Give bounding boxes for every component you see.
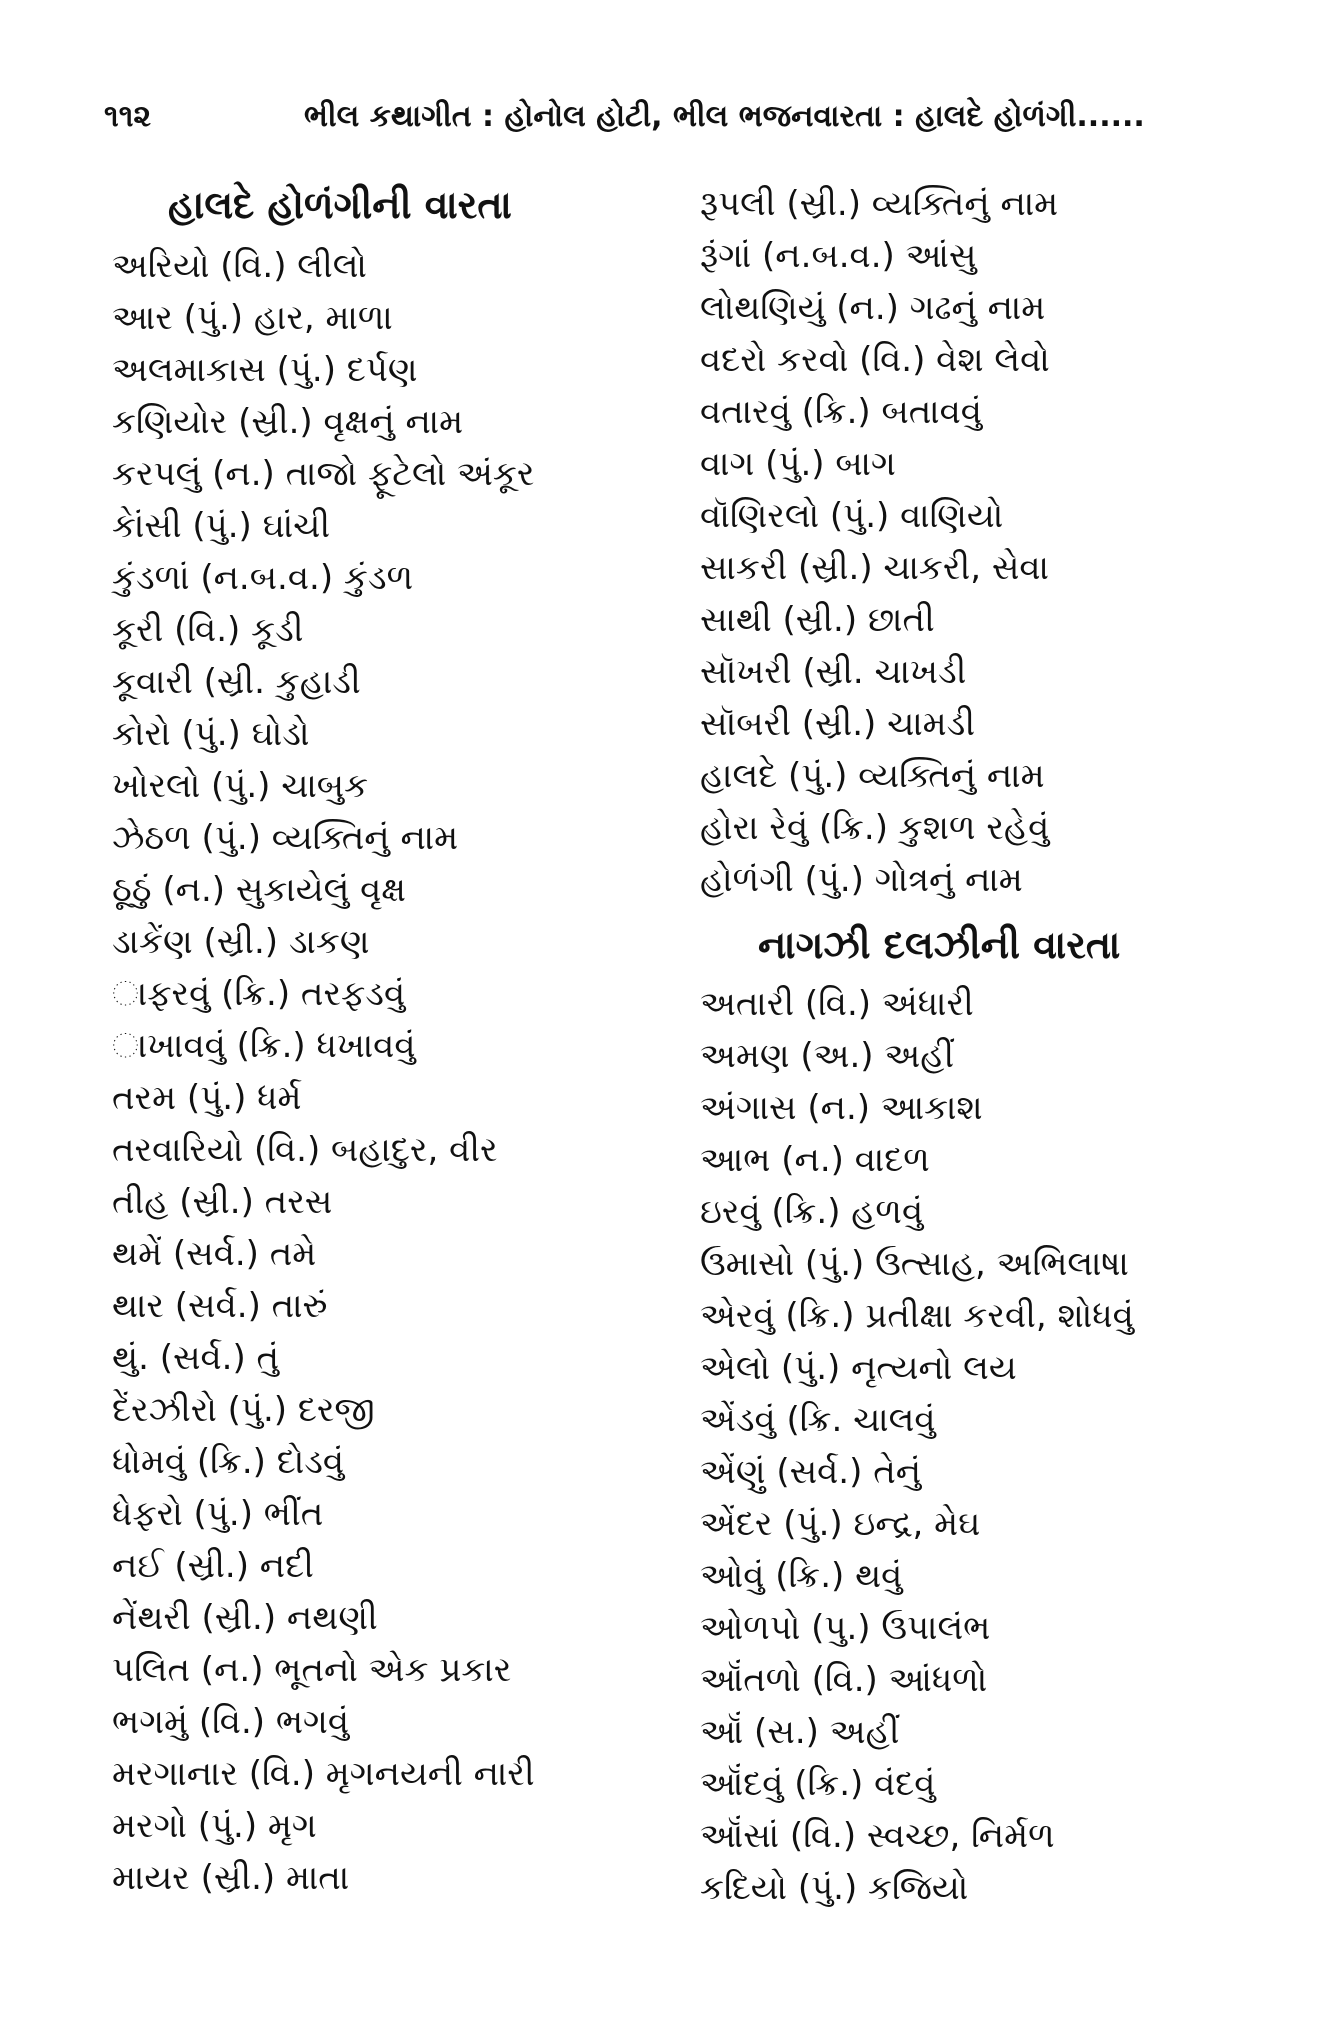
glossary-entry: પલિત (ન.) ભૂતનો એક પ્રકાર [112,1650,512,1690]
glossary-entry: નેંથરી (સ્રી.) નથણી [112,1598,378,1638]
glossary-entry: કરપલું (ન.) તાજો ફૂટેલો અંકૂર [112,454,535,494]
glossary-entry: વદરો કરવો (વિ.) વેશ લેવો [700,340,1050,380]
page-number: ૧૧૨ [104,99,152,134]
glossary-entry: અંગાસ (ન.) આકાશ [700,1088,983,1128]
glossary-entry: દેંરઝીરો (પું.) દરજી [112,1390,375,1430]
glossary-entry: સૉખરી (સ્રી. ચાખડી [700,652,967,692]
section-heading-nagjhi-daljhi: નાગઝી દલઝીની વારતા [758,923,1121,967]
glossary-entry: ભગમું (વિ.) ભગવું [112,1702,350,1742]
glossary-entry: ઑં (સ.) અહીં [700,1712,900,1752]
glossary-entry: કુંડળાં (ન.બ.વ.) કુંડળ [112,558,414,598]
glossary-entry: ધેફરો (પું.) ભીંત [112,1494,324,1534]
glossary-entry: કણિયોર (સ્રી.) વૃક્ષનું નામ [112,402,464,442]
glossary-entry: સાકરી (સ્રી.) ચાકરી, સેવા [700,548,1049,588]
glossary-entry: સાથી (સ્રી.) છાતી [700,600,935,640]
right-glossary-list-bottom [700,978,1260,1914]
glossary-entry: અરિયો (વિ.) લીલો [112,246,367,286]
right-glossary-list-top [700,178,1260,906]
glossary-entry: આર (પું.) હાર, માળા [112,298,393,338]
glossary-entry: તરવારિયો (વિ.) બહાદુર, વીર [112,1130,498,1170]
glossary-entry: હોરા રેવું (ક્રિ.) કુશળ રહેવું [700,808,1050,848]
glossary-entry: સૉબરી (સ્રી.) ચામડી [700,704,976,744]
running-header-title: ભીલ કથાગીત : હોનોલ હોટી, ભીલ ભજનવારતા : હાલદે હોળંગી...... [304,99,1145,134]
glossary-entry: ાફરવું (ક્રિ.) તરફડવું [112,974,406,1014]
glossary-entry: ઝેઠળ (પું.) વ્યક્તિનું નામ [112,818,459,858]
glossary-entry: તીહ (સ્રી.) તરસ [112,1182,333,1222]
glossary-entry: એરવું (ક્રિ.) પ્રતીક્ષા કરવી, શોધવું [700,1296,1134,1336]
glossary-entry: લોથણિયું (ન.) ગઢનું નામ [700,288,1046,328]
glossary-entry: ખોરલો (પું.) ચાબુક [112,766,369,806]
glossary-entry: કદિયો (પું.) કજિયો [700,1868,969,1908]
glossary-entry: એંડવું (ક્રિ. ચાલવું [700,1400,936,1440]
glossary-entry: ઇરવું (ક્રિ.) હળવું [700,1192,924,1232]
right-column [700,178,1260,1914]
glossary-entry: રૂંગાં (ન.બ.વ.) આંસુ [700,236,977,276]
glossary-entry: તરમ (પું.) ધર્મ [112,1078,302,1118]
glossary-entry: ઑંતળો (વિ.) આંધળો [700,1660,988,1700]
glossary-entry: ઠૂઠું (ન.) સુકાયેલું વૃક્ષ [112,870,406,910]
glossary-entry: કોરો (પું.) ઘોડો [112,714,310,754]
left-glossary-list [112,240,652,1904]
glossary-entry: થમેં (સર્વ.) તમે [112,1234,317,1274]
glossary-entry: નઈ (સ્રી.) નદી [112,1546,314,1586]
glossary-entry: ઑંદવું (ક્રિ.) વંદવું [700,1764,936,1804]
glossary-entry: ધોમવું (ક્રિ.) દોડવું [112,1442,345,1482]
glossary-entry: ઓવું (ક્રિ.) થવું [700,1556,903,1596]
glossary-entry: આભ (ન.) વાદળ [700,1140,930,1180]
glossary-entry: ઑંસાં (વિ.) સ્વચ્છ, નિર્મળ [700,1816,1055,1856]
glossary-entry: હોળંગી (પું.) ગોત્રનું નામ [700,860,1023,900]
glossary-entry: એલો (પું.) નૃત્યનો લય [700,1348,1017,1388]
glossary-entry: ઉમાસો (પું.) ઉત્સાહ, અભિલાષા [700,1244,1129,1284]
glossary-entry: વાગ (પું.) બાગ [700,444,896,484]
glossary-entry: રૂપલી (સ્રી.) વ્યક્તિનું નામ [700,184,1059,224]
left-column [112,178,652,1904]
glossary-entry: થાર (સર્વ.) તારું [112,1286,328,1326]
glossary-entry: ડાકેંણ (સ્રી.) ડાકણ [112,922,370,962]
glossary-entry: વૉણિરલો (પું.) વાણિયો [700,496,1004,536]
glossary-entry: મરગો (પું.) મૃગ [112,1806,317,1846]
glossary-entry: એંદર (પું.) ઇન્દ્ર, મેઘ [700,1504,981,1544]
glossary-entry: કેાંસી (પું.) ઘાંચી [112,506,331,546]
glossary-entry: એંણું (સર્વ.) તેનું [700,1452,922,1492]
glossary-entry: હાલદે (પું.) વ્યક્તિનું નામ [700,756,1045,796]
glossary-entry: અમણ (અ.) અહીં [700,1036,955,1076]
glossary-entry: અતારી (વિ.) અંધારી [700,984,974,1024]
glossary-entry: વતારવું (ક્રિ.) બતાવવું [700,392,982,432]
glossary-entry: કૂવારી (સ્રી. કુહાડી [112,662,361,702]
section-heading-halde-holangi: હાલદે હોળંગીની વારતા [168,183,512,227]
glossary-entry: મરગાનાર (વિ.) મૃગનયની નારી [112,1754,535,1794]
glossary-entry: ઓળપો (પુ.) ઉપાલંભ [700,1608,991,1648]
glossary-entry: કૂરી (વિ.) કૂડી [112,610,304,650]
glossary-entry: ાખાવવું (ક્રિ.) ધખાવવું [112,1026,416,1066]
glossary-entry: માયર (સ્રી.) માતા [112,1858,350,1898]
glossary-entry: થું. (સર્વ.) તું [112,1338,280,1378]
glossary-entry: અલમાકાસ (પું.) દર્પણ [112,350,418,390]
running-header [104,94,1244,140]
